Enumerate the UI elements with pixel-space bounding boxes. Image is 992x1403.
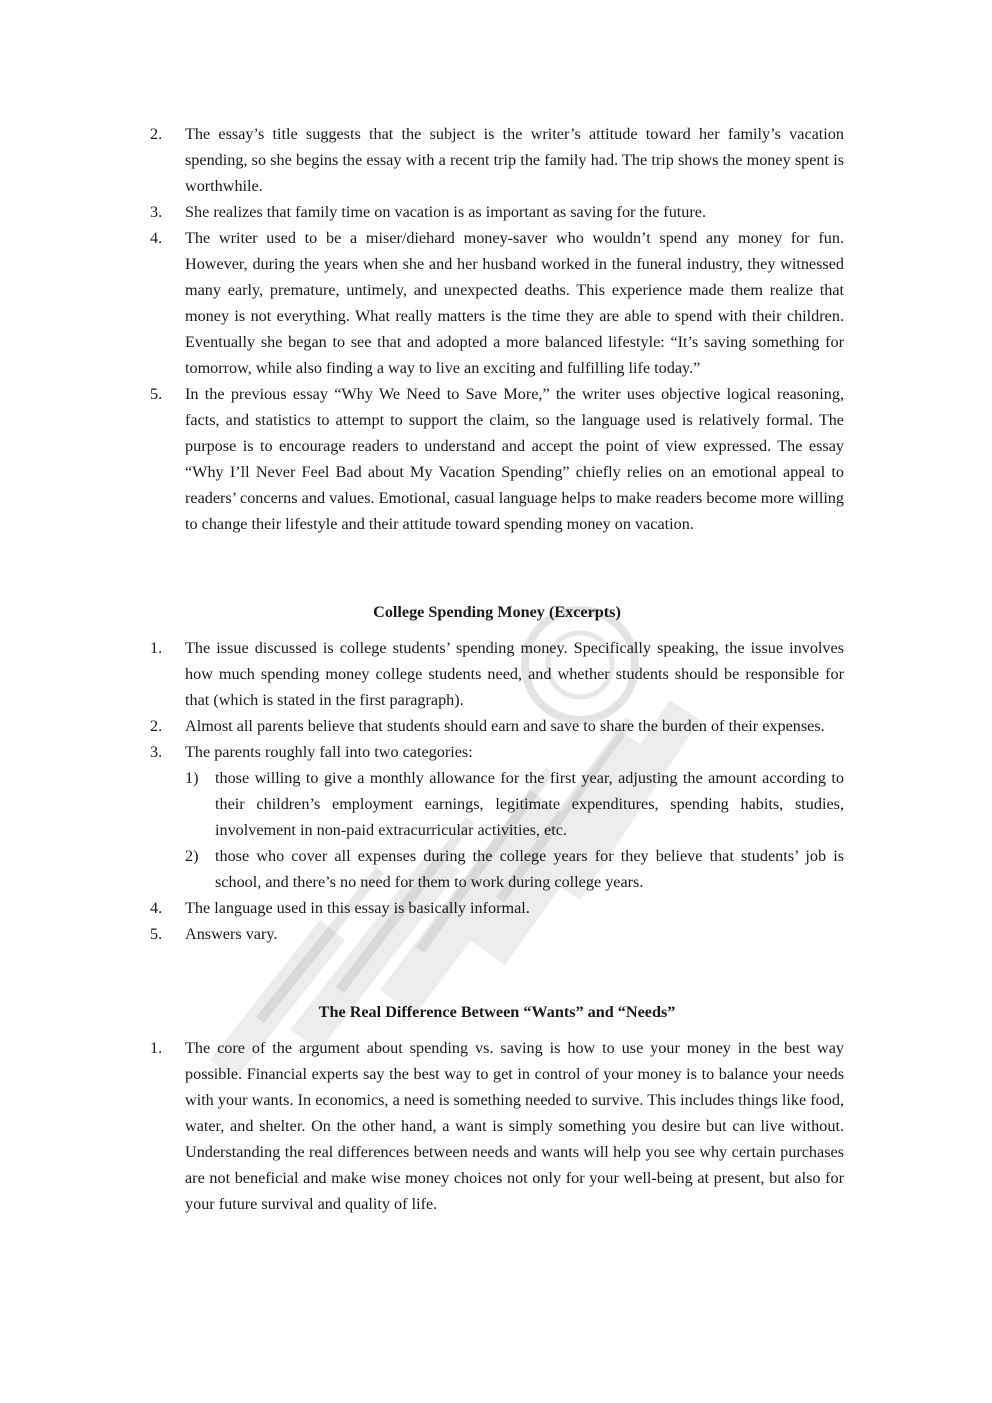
item-number: 3. bbox=[150, 743, 163, 761]
item-text: The issue discussed is college students’ spending money. Specifically speaking, the issue involves how much spending money college students need, and whether students should be responsible for that (which is stated in the first paragraph). bbox=[185, 639, 844, 709]
item-number: 1. bbox=[150, 1039, 163, 1057]
sub-item-number: 1) bbox=[185, 769, 199, 787]
sub-list bbox=[185, 765, 844, 895]
list-item bbox=[150, 739, 844, 895]
item-text: In the previous essay “Why We Need to Save More,” the writer uses objective logical reasoning, facts, and statistics to attempt to support the claim, so the language used is relatively formal. The purpose is to encourage readers to understand and accept the point of view expressed. The essay “Why I’ll Never Feel Bad about My Vacation Spending” chiefly relies on an emotional appeal to readers’ concerns and values. Emotional, casual language helps to make readers become more willing to change their lifestyle and their attitude toward spending money on vacation. bbox=[185, 385, 844, 533]
item-text: The writer used to be a miser/diehard money-saver who wouldn’t spend any money for fun. However, during the years when she and her husband worked in the funeral industry, they witnessed many early, premature, untimely, and unexpected deaths. This experience made them realize that money is not everything. What really matters is the time they are able to spend with their children. Eventually she began to see that and adopted a more balanced lifestyle: “It’s saving something for tomorrow, while also finding a way to live an exciting and fulfilling life today.” bbox=[185, 229, 844, 377]
item-number: 4. bbox=[150, 899, 163, 917]
item-number: 5. bbox=[150, 925, 163, 943]
section3-title: The Real Difference Between “Wants” and “Needs” bbox=[318, 1003, 676, 1021]
list-item bbox=[150, 895, 844, 921]
list-item bbox=[150, 199, 844, 225]
sub-list-item bbox=[185, 843, 844, 895]
section1-list bbox=[150, 121, 844, 537]
section2-title: College Spending Money (Excerpts) bbox=[373, 603, 621, 621]
sub-item-text: those who cover all expenses during the college years for they believe that students’ job is school, and there’s no need for them to work during college years. bbox=[215, 847, 844, 891]
item-text: The parents roughly fall into two categories: bbox=[185, 743, 473, 761]
item-number: 2. bbox=[150, 125, 163, 143]
list-item bbox=[150, 121, 844, 199]
sub-item-number: 2) bbox=[185, 847, 199, 865]
item-number: 2. bbox=[150, 717, 163, 735]
document-body bbox=[150, 121, 844, 1217]
item-text: She realizes that family time on vacation is as important as saving for the future. bbox=[185, 203, 706, 221]
list-item bbox=[150, 921, 844, 947]
list-item bbox=[150, 381, 844, 537]
item-number: 1. bbox=[150, 639, 163, 657]
list-item bbox=[150, 635, 844, 713]
sub-list-item bbox=[185, 765, 844, 843]
list-item bbox=[150, 225, 844, 381]
list-item bbox=[150, 713, 844, 739]
item-text: Almost all parents believe that students should earn and save to share the burden of their expenses. bbox=[185, 717, 825, 735]
item-number: 4. bbox=[150, 229, 163, 247]
section2-list bbox=[150, 635, 844, 947]
item-text: Answers vary. bbox=[185, 925, 278, 943]
item-text: The core of the argument about spending vs. saving is how to use your money in the best way possible. Financial experts say the best way to get in control of your money is to balance your needs with your wants. In economics, a need is something needed to survive. This includes things like food, water, and shelter. On the other hand, a want is simply something you desire but can live without. Understanding the real differences between needs and wants will help you see why certain purchases are not beneficial and make wise money choices not only for your well-being at present, but also for your future survival and quality of life. bbox=[185, 1039, 844, 1213]
item-text: The essay’s title suggests that the subject is the writer’s attitude toward her family’s vacation spending, so she begins the essay with a recent trip the family had. The trip shows the money spent is worthwhile. bbox=[185, 125, 844, 195]
section3-list bbox=[150, 1035, 844, 1217]
item-text: The language used in this essay is basically informal. bbox=[185, 899, 530, 917]
item-number: 3. bbox=[150, 203, 163, 221]
sub-item-text: those willing to give a monthly allowance for the first year, adjusting the amount according to their children’s employment earnings, legitimate expenditures, spending habits, studies, involvement in non-paid extracurricular activities, etc. bbox=[215, 769, 844, 839]
list-item bbox=[150, 1035, 844, 1217]
item-number: 5. bbox=[150, 385, 163, 403]
